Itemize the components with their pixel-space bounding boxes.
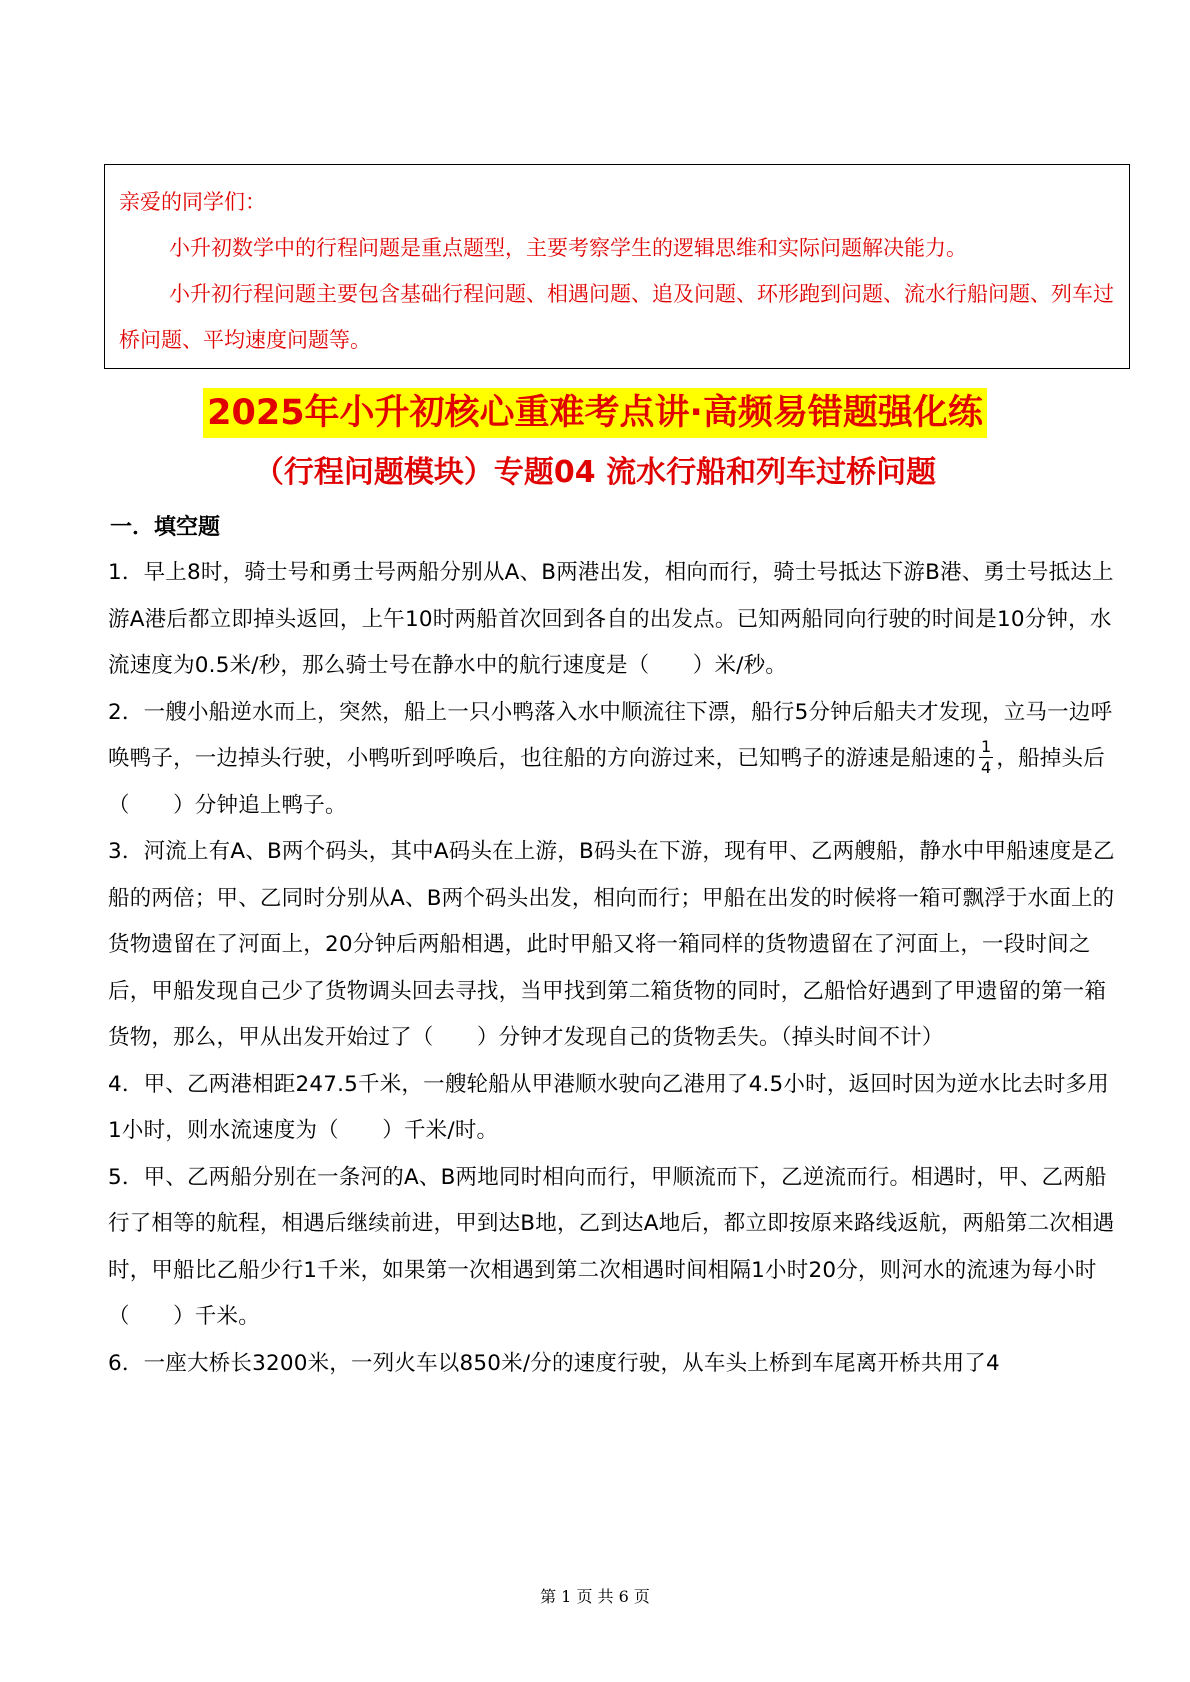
question-4: 4．甲、乙两港相距247.5千米，一艘轮船从甲港顺水驶向乙港用了4.5小时，返回时因为逆水比去时多用1小时，则水流速度为（ ）千米/时。 bbox=[108, 1071, 1109, 1143]
question-2-text-before: 2．一艘小船逆水而上，突然，船上一只小鸭落入水中顺流往下漂，船行5分钟后船夫才发现，立马一边呼唤鸭子，一边掉头行驶，小鸭听到呼唤后，也往船的方向游过来，已知鸭子的游速是船速的 bbox=[108, 699, 1113, 771]
question-1: 1．早上8时，骑士号和勇士号两船分别从A、B两港出发，相向而行，骑士号抵达下游B港、勇士号抵达上游A港后都立即掉头返回，上午10时两船首次回到各自的出发点。已知两船同向行驶的时间是10分钟，水流速度为0.5米/秒，那么骑士号在静水中的航行速度是（ ）米/秒。 bbox=[108, 560, 1114, 678]
fraction-denominator: 4 bbox=[981, 757, 992, 777]
question-3: 3．河流上有A、B两个码头，其中A码头在上游，B码头在下游，现有甲、乙两艘船，静水中甲船速度是乙船的两倍；甲、乙同时分别从A、B两个码头出发，相向而行；甲船在出发的时候将一箱可飘浮于水面上的货物遗留在了河面上，20分钟后两船相遇，此时甲船又将一箱同样的货物遗留在了河面上，一段时间之后，甲船发现自己少了货物调头回去寻找，当甲找到第二箱货物的同时，乙船恰好遇到了甲遗留的第一箱货物，那么，甲从出发开始过了（ ）分钟才发现自己的货物丢失。（掉头时间不计） bbox=[108, 839, 1115, 1050]
fraction-one-quarter bbox=[979, 737, 993, 778]
question-list bbox=[108, 550, 1118, 1387]
notice-paragraph-2: 小升初行程问题主要包含基础行程问题、相遇问题、追及问题、环形跑到问题、流水行船问题、列车过桥问题、平均速度问题等。 bbox=[119, 282, 1114, 352]
notice-greeting: 亲爱的同学们： bbox=[119, 190, 266, 214]
main-title: 2025年小升初核心重难考点讲·高频易错题强化练 bbox=[203, 388, 987, 438]
notice-paragraph-1: 小升初数学中的行程问题是重点题型，主要考察学生的逻辑思维和实际问题解决能力。 bbox=[169, 236, 967, 260]
main-title-wrap bbox=[0, 388, 1190, 438]
page-footer: 第 1 页 共 6 页 bbox=[540, 1587, 650, 1606]
question-2-text-after: ，船掉头后（ ）分钟追上鸭子。 bbox=[108, 746, 1105, 818]
fraction-numerator: 1 bbox=[981, 736, 992, 756]
notice-box bbox=[104, 164, 1130, 369]
question-6: 6．一座大桥长3200米，一列火车以850米/分的速度行驶，从车头上桥到车尾离开桥共用了4 bbox=[108, 1350, 1000, 1376]
sub-title: （行程问题模块）专题04 流水行船和列车过桥问题 bbox=[253, 455, 937, 490]
question-5: 5．甲、乙两船分别在一条河的A、B两地同时相向而行，甲顺流而下，乙逆流而行。相遇时，甲、乙两船行了相等的航程，相遇后继续前进，甲到达B地，乙到达A地后，都立即按原来路线返航，两船第二次相遇时，甲船比乙船少行1千米，如果第一次相遇到第二次相遇时间相隔1小时20分，则河水的流速为每小时（ ）千米。 bbox=[108, 1164, 1115, 1329]
section-heading: 一．填空题 bbox=[110, 515, 221, 540]
question-2 bbox=[108, 690, 1118, 830]
